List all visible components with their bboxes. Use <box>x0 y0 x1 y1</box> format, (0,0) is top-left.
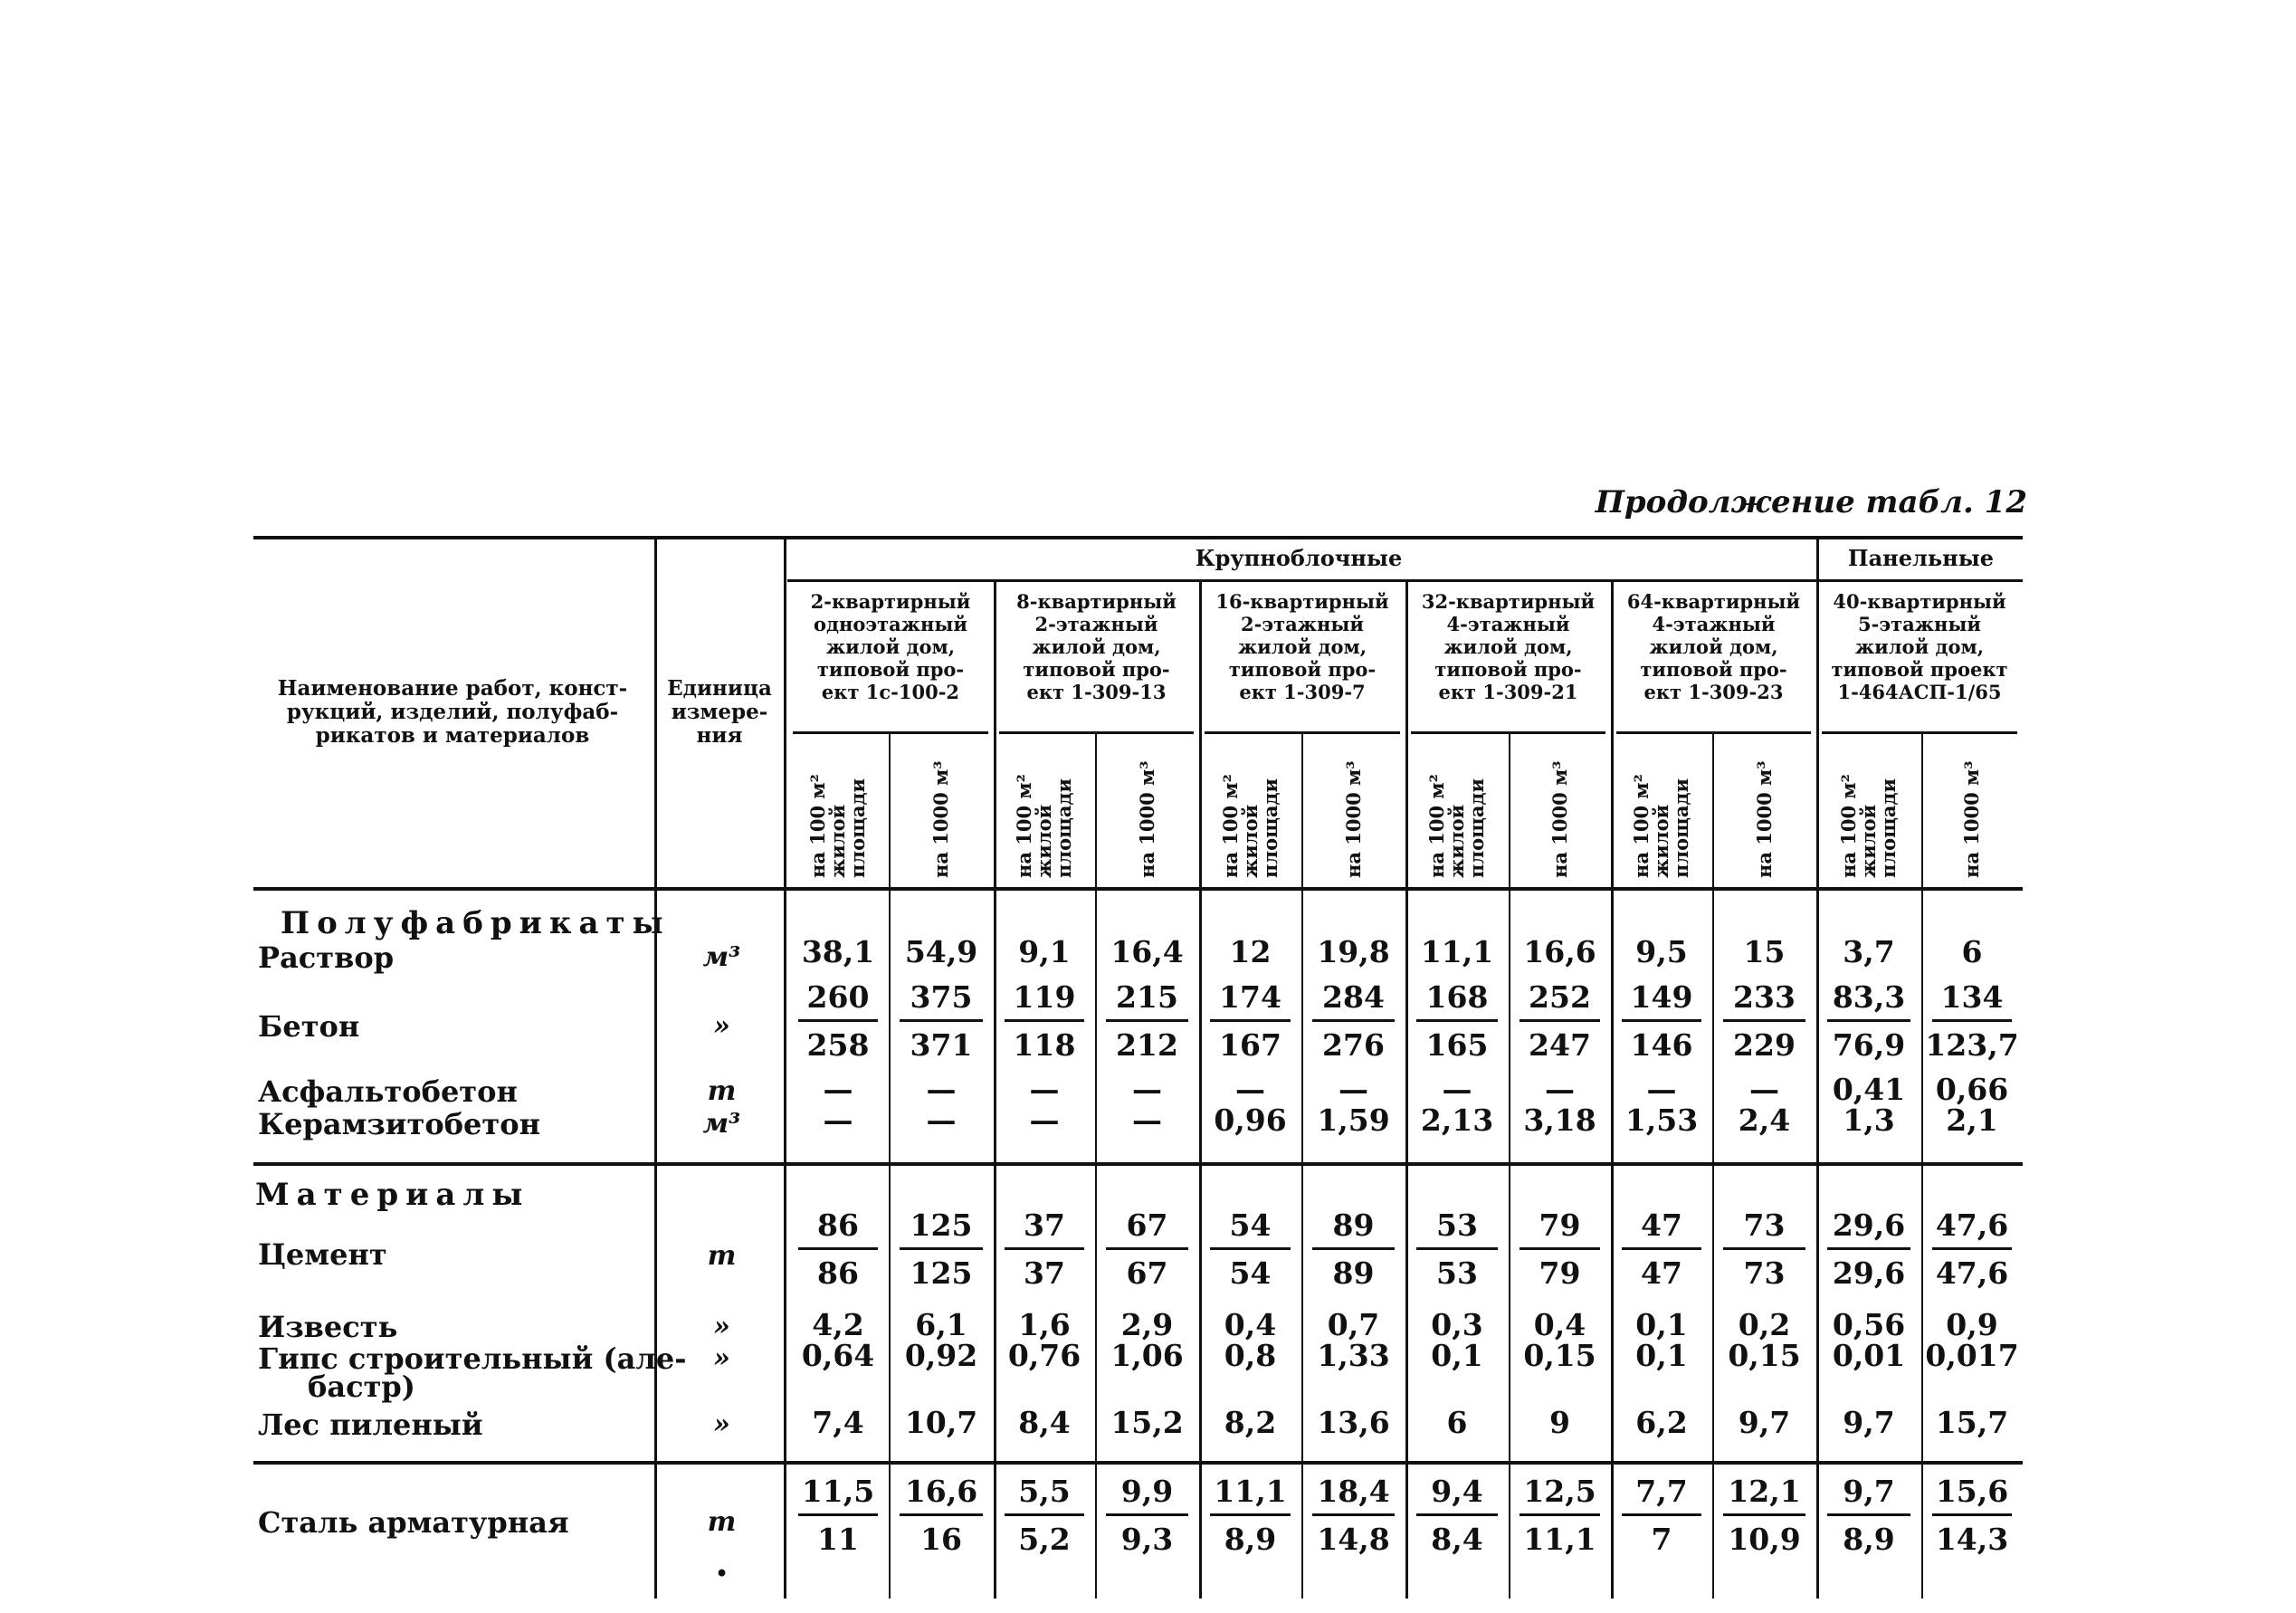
cell-stal-8 <box>1611 1475 1712 1556</box>
cell-beton-6 <box>1405 981 1509 1062</box>
subheader-per-1000m3-9: на 1000 м³ <box>1752 760 1776 878</box>
cell-cement-numerator: 89 <box>1312 1209 1395 1250</box>
cell-cement-denominator: 47,6 <box>1935 1255 2009 1291</box>
cell-beton-numerator: 375 <box>900 981 983 1022</box>
cell-stal-denominator: 8,9 <box>1224 1522 1277 1557</box>
cell-stal-6 <box>1405 1475 1509 1556</box>
cell-asfalt-11: 0,66 <box>1935 1072 2009 1107</box>
cell-beton-numerator: 174 <box>1210 981 1291 1022</box>
cell-rastvor-10: 3,7 <box>1843 934 1895 969</box>
cell-keramzit-10: 1,3 <box>1843 1102 1895 1138</box>
row-name-beton: Бетон <box>258 1009 360 1044</box>
cell-les-0: 7,4 <box>812 1405 864 1440</box>
cell-beton-4 <box>1199 981 1301 1062</box>
cell-cement-1 <box>889 1209 994 1290</box>
header-project-3: 16-квартирный 2-этажный жилой дом, типовой про- ект 1-309-7 <box>1215 590 1389 703</box>
rule-project-0 <box>793 731 988 734</box>
cell-izvest-8: 0,1 <box>1635 1307 1688 1342</box>
cell-beton-11 <box>1921 981 2023 1062</box>
cell-les-8: 6,2 <box>1635 1405 1688 1440</box>
cell-keramzit-4: 0,96 <box>1214 1102 1287 1138</box>
cell-cement-5 <box>1301 1209 1405 1290</box>
cell-stal-2 <box>994 1475 1095 1556</box>
cell-izvest-10: 0,56 <box>1832 1307 1906 1342</box>
cell-gips-1: 0,92 <box>904 1338 978 1373</box>
cell-stal-3 <box>1095 1475 1199 1556</box>
cell-beton-numerator: 215 <box>1106 981 1188 1022</box>
cell-stal-numerator: 12,5 <box>1520 1475 1600 1516</box>
cell-beton-2 <box>994 981 1095 1062</box>
cell-cement-denominator: 86 <box>817 1255 859 1291</box>
cell-cement-denominator: 89 <box>1332 1255 1375 1291</box>
cell-gips-4: 0,8 <box>1224 1338 1277 1373</box>
cell-keramzit-7: 3,18 <box>1523 1102 1596 1138</box>
cell-keramzit-1: — <box>926 1102 957 1138</box>
subheader-per-1000m3-7: на 1000 м³ <box>1548 760 1571 878</box>
cell-asfalt-10: 0,41 <box>1832 1072 1906 1107</box>
cell-cement-6 <box>1405 1209 1509 1290</box>
cell-asfalt-5: — <box>1339 1072 1368 1107</box>
cell-rastvor-9: 15 <box>1743 934 1786 969</box>
cell-rastvor-7: 16,6 <box>1523 934 1596 969</box>
subheader-per-100m2-4: на 100 м² жилой площади <box>1218 774 1281 878</box>
cell-cement-numerator: 67 <box>1106 1209 1188 1250</box>
cell-asfalt-9: — <box>1749 1072 1779 1107</box>
cell-rastvor-4: 12 <box>1229 934 1272 969</box>
cell-stal-1 <box>889 1475 994 1556</box>
cell-izvest-6: 0,3 <box>1431 1307 1483 1342</box>
header-project-5: 64-квартирный 4-этажный жилой дом, типовой про- ект 1-309-23 <box>1626 590 1801 703</box>
cell-stal-11 <box>1921 1475 2023 1556</box>
unit-trailing: • <box>715 1562 729 1586</box>
cell-beton-numerator: 168 <box>1416 981 1498 1022</box>
cell-stal-numerator: 11,1 <box>1210 1475 1291 1516</box>
unit-gips: » <box>713 1342 730 1374</box>
cell-asfalt-7: — <box>1545 1072 1575 1107</box>
cell-keramzit-0: — <box>823 1102 853 1138</box>
cell-beton-denominator: 165 <box>1425 1027 1489 1063</box>
cell-stal-numerator: 5,5 <box>1005 1475 1084 1516</box>
row-name-izvest: Известь <box>258 1310 398 1344</box>
header-project-4: 32-квартирный 4-этажный жилой дом, типовой про- ект 1-309-21 <box>1421 590 1596 703</box>
row-name-les: Лес пиленый <box>258 1408 483 1442</box>
cell-gips-0: 0,64 <box>801 1338 875 1373</box>
header-group-panel: Панельные <box>1847 545 1995 571</box>
cell-cement-numerator: 79 <box>1520 1209 1600 1250</box>
vline-col-3 <box>1095 731 1097 1599</box>
cell-stal-9 <box>1712 1475 1816 1556</box>
cell-beton-denominator: 146 <box>1630 1027 1693 1063</box>
cell-stal-denominator: 16 <box>920 1522 962 1557</box>
cell-beton-denominator: 371 <box>910 1027 973 1063</box>
cell-asfalt-1: — <box>926 1072 957 1107</box>
cell-keramzit-6: 2,13 <box>1420 1102 1494 1138</box>
cell-beton-1 <box>889 981 994 1062</box>
rule-top <box>253 536 2023 539</box>
cell-beton-8 <box>1611 981 1712 1062</box>
cell-beton-denominator: 258 <box>806 1027 870 1063</box>
cell-stal-numerator: 12,1 <box>1723 1475 1805 1516</box>
cell-keramzit-5: 1,59 <box>1317 1102 1390 1138</box>
row-name-cement: Цемент <box>258 1237 387 1272</box>
header-name-column: Наименование работ, конст- рукций, изделий, полуфаб- рикатов и материалов <box>277 676 628 748</box>
cell-cement-3 <box>1095 1209 1199 1290</box>
cell-asfalt-3: — <box>1132 1072 1162 1107</box>
cell-beton-denominator: 76,9 <box>1832 1027 1906 1063</box>
cell-gips-9: 0,15 <box>1728 1338 1801 1373</box>
cell-stal-denominator: 14,8 <box>1317 1522 1390 1557</box>
vline-col-9 <box>1712 731 1714 1599</box>
cell-beton-10 <box>1816 981 1921 1062</box>
cell-stal-denominator: 9,3 <box>1120 1522 1174 1557</box>
cell-gips-2: 0,76 <box>1007 1338 1081 1373</box>
vline-col-1 <box>889 731 891 1599</box>
header-project-2: 8-квартирный 2-этажный жилой дом, типовой про- ект 1-309-13 <box>1016 590 1177 703</box>
cell-stal-numerator: 9,7 <box>1827 1475 1910 1516</box>
cell-les-2: 8,4 <box>1018 1405 1071 1440</box>
unit-les: » <box>713 1408 730 1440</box>
subheader-per-100m2-2: на 100 м² жилой площади <box>1013 774 1075 878</box>
subheader-per-100m2-10: на 100 м² жилой площади <box>1837 774 1900 878</box>
cell-gips-10: 0,01 <box>1832 1338 1906 1373</box>
cell-cement-numerator: 125 <box>900 1209 983 1250</box>
cell-beton-denominator: 167 <box>1219 1027 1281 1063</box>
header-project-6: 40-квартирный 5-этажный жилой дом, типовой проект 1-464АСП-1/65 <box>1831 590 2008 703</box>
vline-unit-right <box>784 539 786 1599</box>
cell-stal-denominator: 11,1 <box>1523 1522 1596 1557</box>
rule-project-5 <box>1822 731 2017 734</box>
cell-les-5: 13,6 <box>1317 1405 1390 1440</box>
cell-izvest-0: 4,2 <box>812 1307 864 1342</box>
rule-steel <box>253 1461 2023 1465</box>
cell-cement-numerator: 47 <box>1622 1209 1701 1250</box>
cell-stal-numerator: 7,7 <box>1622 1475 1701 1516</box>
vline-col-7 <box>1509 731 1510 1599</box>
cell-cement-0 <box>787 1209 889 1290</box>
cell-izvest-9: 0,2 <box>1738 1307 1791 1342</box>
cell-les-10: 9,7 <box>1843 1405 1895 1440</box>
cell-rastvor-8: 9,5 <box>1635 934 1688 969</box>
vline-col-11 <box>1921 731 1923 1599</box>
cell-cement-numerator: 86 <box>798 1209 878 1250</box>
cell-cement-11 <box>1921 1209 2023 1290</box>
cell-gips-6: 0,1 <box>1431 1338 1483 1373</box>
cell-beton-numerator: 134 <box>1932 981 2012 1022</box>
subheader-per-1000m3-3: на 1000 м³ <box>1135 760 1158 878</box>
section-materials: Материалы <box>255 1177 530 1213</box>
cell-les-7: 9 <box>1549 1405 1570 1440</box>
cell-rastvor-5: 19,8 <box>1317 934 1390 969</box>
cell-izvest-11: 0,9 <box>1946 1307 1998 1342</box>
cell-rastvor-0: 38,1 <box>801 934 875 969</box>
cell-beton-numerator: 119 <box>1005 981 1084 1022</box>
subheader-per-1000m3-11: на 1000 м³ <box>1960 760 1983 878</box>
cell-beton-numerator: 233 <box>1723 981 1805 1022</box>
cell-les-9: 9,7 <box>1738 1405 1791 1440</box>
cell-izvest-1: 6,1 <box>915 1307 967 1342</box>
subheader-per-100m2-0: на 100 м² жилой площади <box>806 774 869 878</box>
row-name-stal: Сталь арматурная <box>258 1505 569 1540</box>
cell-stal-numerator: 18,4 <box>1312 1475 1395 1516</box>
cell-beton-denominator: 247 <box>1529 1027 1591 1063</box>
section-semi-products: Полуфабрикаты <box>281 905 671 941</box>
cell-cement-numerator: 53 <box>1416 1209 1498 1250</box>
cell-beton-numerator: 260 <box>798 981 878 1022</box>
subheader-per-1000m3-1: на 1000 м³ <box>929 760 952 878</box>
cell-beton-5 <box>1301 981 1405 1062</box>
cell-cement-denominator: 29,6 <box>1832 1255 1906 1291</box>
cell-stal-0 <box>787 1475 889 1556</box>
cell-stal-numerator: 16,6 <box>900 1475 983 1516</box>
cell-stal-7 <box>1509 1475 1611 1556</box>
cell-rastvor-6: 11,1 <box>1420 934 1494 969</box>
cell-gips-11: 0,017 <box>1925 1338 2019 1373</box>
cell-cement-10 <box>1816 1209 1921 1290</box>
cell-beton-denominator: 276 <box>1322 1027 1385 1063</box>
cell-beton-denominator: 229 <box>1733 1027 1796 1063</box>
cell-stal-10 <box>1816 1475 1921 1556</box>
subheader-per-100m2-6: на 100 м² жилой площади <box>1425 774 1488 878</box>
cell-beton-7 <box>1509 981 1611 1062</box>
row-name-keramzit: Керамзитобетон <box>258 1107 540 1141</box>
cell-cement-denominator: 54 <box>1229 1255 1272 1291</box>
cell-stal-denominator: 8,9 <box>1843 1522 1895 1557</box>
subheader-per-100m2-8: на 100 м² жилой площади <box>1630 774 1692 878</box>
cell-beton-denominator: 118 <box>1013 1027 1076 1063</box>
cell-cement-denominator: 37 <box>1024 1255 1065 1291</box>
cell-cement-denominator: 125 <box>910 1255 973 1291</box>
header-project-1: 2-квартирный одноэтажный жилой дом, типовой про- ект 1с-100-2 <box>810 590 971 703</box>
cell-rastvor-11: 6 <box>1961 934 1983 969</box>
cell-les-3: 15,2 <box>1110 1405 1184 1440</box>
rule-header-bottom <box>253 887 2023 891</box>
row-name-gips: Гипс строительный (але- <box>258 1341 687 1376</box>
table-caption: Продолжение табл. 12 <box>1595 484 2027 520</box>
cell-asfalt-4: — <box>1235 1072 1265 1107</box>
cell-stal-numerator: 11,5 <box>798 1475 878 1516</box>
cell-stal-denominator: 5,2 <box>1018 1522 1071 1557</box>
unit-rastvor: м³ <box>702 941 741 973</box>
cell-beton-numerator: 284 <box>1312 981 1395 1022</box>
cell-beton-numerator: 149 <box>1622 981 1701 1022</box>
cell-izvest-7: 0,4 <box>1533 1307 1586 1342</box>
cell-gips-7: 0,15 <box>1523 1338 1596 1373</box>
cell-beton-numerator: 83,3 <box>1827 981 1910 1022</box>
unit-stal: т <box>707 1506 737 1538</box>
cell-izvest-2: 1,6 <box>1018 1307 1071 1342</box>
cell-beton-0 <box>787 981 889 1062</box>
cell-cement-8 <box>1611 1209 1712 1290</box>
cell-keramzit-11: 2,1 <box>1946 1102 1998 1138</box>
header-group-large-block: Крупноблочные <box>1195 545 1403 571</box>
cell-beton-denominator: 123,7 <box>1925 1027 2019 1063</box>
cell-keramzit-3: — <box>1132 1102 1162 1138</box>
vline-col-5 <box>1301 731 1303 1599</box>
cell-cement-numerator: 47,6 <box>1932 1209 2012 1250</box>
unit-cement: т <box>707 1240 737 1272</box>
cell-izvest-3: 2,9 <box>1120 1307 1174 1342</box>
cell-beton-9 <box>1712 981 1816 1062</box>
cell-stal-numerator: 15,6 <box>1932 1475 2012 1516</box>
cell-cement-denominator: 73 <box>1743 1255 1786 1291</box>
cell-cement-numerator: 54 <box>1210 1209 1291 1250</box>
cell-rastvor-3: 16,4 <box>1110 934 1184 969</box>
cell-stal-denominator: 14,3 <box>1935 1522 2009 1557</box>
cell-keramzit-9: 2,4 <box>1738 1102 1791 1138</box>
cell-cement-7 <box>1509 1209 1611 1290</box>
cell-cement-numerator: 29,6 <box>1827 1209 1910 1250</box>
cell-izvest-4: 0,4 <box>1224 1307 1277 1342</box>
cell-gips-8: 0,1 <box>1635 1338 1688 1373</box>
rule-materials <box>253 1162 2023 1166</box>
cell-stal-denominator: 8,4 <box>1431 1522 1483 1557</box>
cell-asfalt-8: — <box>1646 1072 1677 1107</box>
cell-rastvor-2: 9,1 <box>1018 934 1071 969</box>
cell-les-4: 8,2 <box>1224 1405 1277 1440</box>
cell-les-6: 6 <box>1446 1405 1468 1440</box>
cell-asfalt-2: — <box>1029 1072 1060 1107</box>
unit-izvest: » <box>713 1311 730 1342</box>
cell-asfalt-0: — <box>823 1072 853 1107</box>
cell-cement-denominator: 79 <box>1539 1255 1581 1291</box>
cell-stal-4 <box>1199 1475 1301 1556</box>
unit-asfalt: т <box>707 1075 737 1107</box>
row-name-gips-cont: бастр) <box>308 1370 415 1404</box>
cell-cement-denominator: 53 <box>1436 1255 1478 1291</box>
cell-cement-numerator: 37 <box>1005 1209 1084 1250</box>
unit-keramzit: м³ <box>702 1108 741 1140</box>
cell-cement-2 <box>994 1209 1095 1290</box>
unit-beton: » <box>713 1010 730 1042</box>
row-name-asfalt: Асфальтобетон <box>258 1074 518 1109</box>
cell-stal-denominator: 10,9 <box>1728 1522 1801 1557</box>
cell-gips-3: 1,06 <box>1110 1338 1184 1373</box>
cell-cement-numerator: 73 <box>1723 1209 1805 1250</box>
cell-cement-4 <box>1199 1209 1301 1290</box>
row-name-rastvor: Раствор <box>258 940 395 975</box>
cell-rastvor-1: 54,9 <box>904 934 978 969</box>
cell-les-1: 10,7 <box>904 1405 978 1440</box>
cell-keramzit-2: — <box>1029 1102 1060 1138</box>
cell-asfalt-6: — <box>1442 1072 1472 1107</box>
header-unit-column: Единица измере- ния <box>667 676 772 748</box>
cell-cement-denominator: 47 <box>1641 1255 1682 1291</box>
cell-beton-3 <box>1095 981 1199 1062</box>
cell-cement-denominator: 67 <box>1126 1255 1168 1291</box>
cell-stal-5 <box>1301 1475 1405 1556</box>
cell-beton-numerator: 252 <box>1520 981 1600 1022</box>
cell-beton-denominator: 212 <box>1116 1027 1178 1063</box>
cell-stal-denominator: 7 <box>1651 1522 1672 1557</box>
cell-izvest-5: 0,7 <box>1327 1307 1380 1342</box>
subheader-per-1000m3-5: на 1000 м³ <box>1341 760 1365 878</box>
cell-les-11: 15,7 <box>1935 1405 2009 1440</box>
cell-stal-numerator: 9,4 <box>1416 1475 1498 1516</box>
cell-stal-numerator: 9,9 <box>1106 1475 1188 1516</box>
cell-stal-denominator: 11 <box>817 1522 859 1557</box>
cell-cement-9 <box>1712 1209 1816 1290</box>
cell-gips-5: 1,33 <box>1317 1338 1390 1373</box>
cell-keramzit-8: 1,53 <box>1624 1102 1699 1138</box>
